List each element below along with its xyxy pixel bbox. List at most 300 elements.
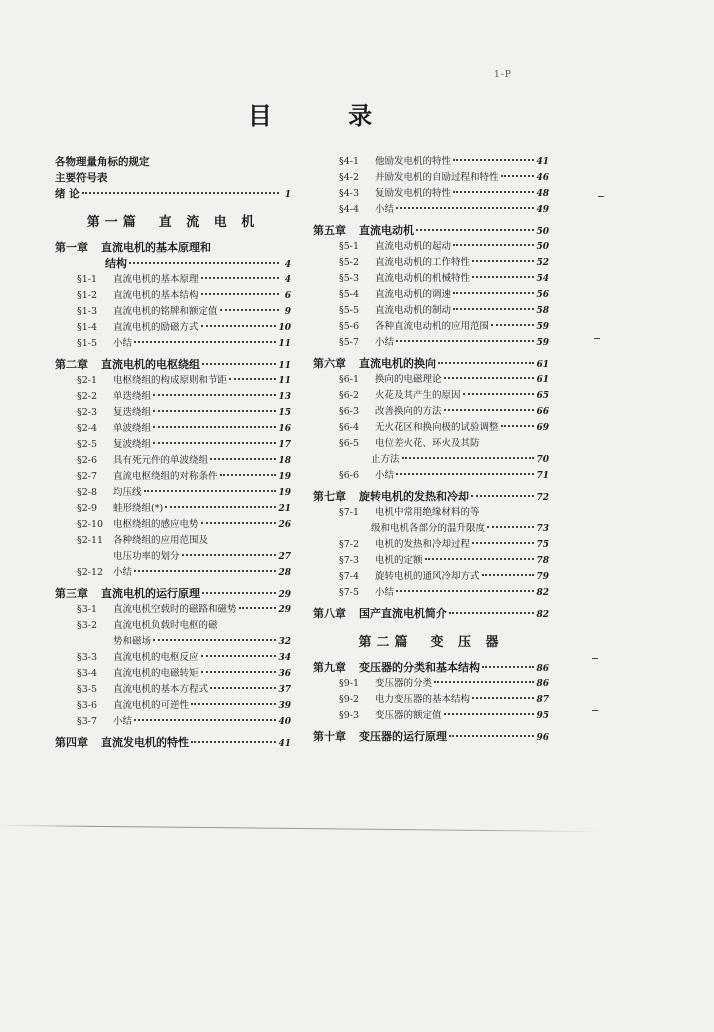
- toc-section-row: [55, 389, 291, 405]
- section-number: §3-1: [77, 604, 98, 615]
- entry-title: 小结: [375, 587, 395, 598]
- page-number: 75: [536, 540, 549, 550]
- entry-title: 直流电动机的工作特性: [375, 257, 471, 268]
- leader-dots: [482, 574, 535, 576]
- page-number: 28: [278, 568, 291, 578]
- leader-dots: [191, 741, 276, 743]
- entry-title: 直流电机的铭牌和额定值: [113, 306, 218, 317]
- toc-section-row: [55, 698, 291, 714]
- page-number: 37: [278, 685, 291, 695]
- toc-section-row: [313, 319, 549, 335]
- toc-section-row: [313, 569, 549, 585]
- page-number: 59: [536, 338, 549, 348]
- page-number: 27: [278, 552, 291, 562]
- section-number: §6-5: [339, 438, 360, 449]
- page-number: 19: [278, 488, 291, 498]
- toc-section-row: [55, 405, 291, 421]
- entry-title: 并励发电机的自励过程和特性: [375, 172, 499, 183]
- entry-title: 复励发电机的特性: [375, 188, 452, 199]
- leader-dots: [444, 409, 535, 411]
- page-number: 15: [278, 408, 291, 418]
- leader-dots: [396, 340, 534, 342]
- page-number: 41: [536, 157, 549, 167]
- chapter-number: 第十章: [313, 730, 346, 743]
- section-number: §2-1: [77, 375, 98, 386]
- toc-section-row: [313, 154, 549, 170]
- page-number: 39: [278, 701, 291, 711]
- margin-mark: [592, 710, 598, 711]
- toc-section-row: [313, 271, 549, 287]
- page-number: 82: [536, 610, 549, 620]
- page-number: 87: [536, 695, 549, 705]
- toc-left-column: [55, 154, 291, 751]
- page-number: 6: [284, 291, 291, 301]
- entry-title: 国产直流电机简介: [359, 607, 447, 620]
- entry-title: 直流电机的励磁方式: [113, 322, 199, 333]
- toc-section-row: [313, 287, 549, 303]
- toc-section-row: [55, 304, 291, 320]
- page-number: 70: [536, 455, 549, 465]
- margin-mark: [592, 658, 598, 659]
- section-number: §2-6: [77, 455, 98, 466]
- leader-dots: [134, 341, 276, 343]
- page-number: 10: [278, 323, 291, 333]
- entry-title: 复迭绕组: [113, 407, 152, 418]
- leader-dots: [453, 308, 534, 310]
- leader-dots: [182, 554, 277, 556]
- section-number: §4-1: [339, 156, 360, 167]
- entry-title: 换向的电磁理论: [375, 374, 442, 385]
- leader-dots: [501, 425, 535, 427]
- leader-dots: [191, 703, 276, 705]
- page-number: 66: [536, 407, 549, 417]
- leader-dots: [444, 713, 535, 715]
- section-number: §1-4: [77, 322, 98, 333]
- section-number: §5-6: [339, 321, 360, 332]
- page-number: 50: [536, 242, 549, 252]
- leader-dots: [229, 378, 276, 380]
- leader-dots: [416, 229, 534, 231]
- toc-chapter-row: [55, 357, 291, 373]
- entry-title: 直流电机的换向: [359, 357, 436, 370]
- toc-right-column: [313, 154, 549, 745]
- toc-section-row: [313, 708, 549, 724]
- page-number: 50: [536, 227, 549, 237]
- leader-dots: [449, 612, 534, 614]
- entry-title: 旋转电机的发热和冷却: [359, 490, 469, 503]
- section-number: §6-1: [339, 374, 360, 385]
- section-number: §2-5: [77, 439, 98, 450]
- entry-title: 小结: [375, 337, 395, 348]
- entry-title-continued: 势和磁场: [113, 636, 152, 647]
- entry-title: 直流电机的基本原理: [113, 274, 199, 285]
- entry-title: 无火花区和换向极的试验调整: [375, 422, 499, 433]
- section-number: §5-3: [339, 273, 360, 284]
- entry-title: 单波绕组: [113, 423, 152, 434]
- toc-section-row: [55, 501, 291, 517]
- page-mark: 1-P: [494, 70, 512, 80]
- section-number: §3-7: [77, 716, 98, 727]
- toc-front-row: [55, 186, 291, 202]
- section-number: §2-3: [77, 407, 98, 418]
- section-number: §3-4: [77, 668, 98, 679]
- entry-title: 电枢绕组的构成原则和节距: [113, 375, 228, 386]
- page-number: 52: [536, 258, 549, 268]
- toc-section-row: [313, 388, 549, 404]
- toc-continuation-row: [55, 256, 291, 272]
- leader-dots: [201, 522, 277, 524]
- leader-dots: [153, 426, 276, 428]
- toc-section-row: [313, 303, 549, 319]
- toc-section-row: [313, 537, 549, 553]
- toc-section-row: [313, 335, 549, 351]
- entry-title: 直流电动机的制动: [375, 305, 452, 316]
- section-number: §3-6: [77, 700, 98, 711]
- entry-title: 直流电机的基本结构: [113, 290, 199, 301]
- toc-section-row: [55, 320, 291, 336]
- entry-title: 直流电动机: [359, 224, 414, 237]
- section-number: §2-4: [77, 423, 98, 434]
- leader-dots: [153, 442, 276, 444]
- entry-title: 绪 论: [55, 188, 80, 200]
- entry-title: 他励发电机的特性: [375, 156, 452, 167]
- section-number: §3-5: [77, 684, 98, 695]
- chapter-number: 第六章: [313, 357, 346, 370]
- entry-title: 具有死元件的单波绕组: [113, 455, 209, 466]
- page-number: 40: [278, 717, 291, 727]
- leader-dots: [472, 260, 534, 262]
- page-number: 58: [536, 306, 549, 316]
- toc-section-row: [313, 676, 549, 692]
- page-number: 96: [536, 733, 549, 743]
- toc-chapter-row: [55, 240, 291, 256]
- page-number: 1: [284, 190, 291, 200]
- toc-chapter-row: [313, 729, 549, 745]
- toc-section-row: [55, 517, 291, 533]
- entry-title: 变压器的分类和基本结构: [359, 661, 480, 674]
- entry-title: 各种直流电动机的应用范围: [375, 321, 490, 332]
- leader-dots: [501, 175, 535, 177]
- toc-chapter-row: [313, 489, 549, 505]
- page-number: 11: [278, 376, 291, 386]
- page-number: 46: [536, 173, 549, 183]
- toc-front-row: [55, 170, 291, 186]
- page-number: 34: [278, 653, 291, 663]
- toc-section-row: [313, 239, 549, 255]
- toc-section-row: [313, 585, 549, 601]
- entry-title-continued: 级和电机各部分的温升限度: [371, 523, 486, 534]
- page-number: 26: [278, 520, 291, 530]
- toc-section-row: [55, 469, 291, 485]
- section-number: §9-1: [339, 678, 360, 689]
- entry-title-continued: 止方法: [371, 454, 400, 465]
- leader-dots: [453, 292, 534, 294]
- page-number: 69: [536, 423, 549, 433]
- page-number: 4: [284, 275, 291, 285]
- page-title: 目 录: [247, 101, 407, 130]
- page-number: 17: [278, 440, 291, 450]
- page-number: 59: [536, 322, 549, 332]
- section-number: §6-4: [339, 422, 360, 433]
- section-number: §5-1: [339, 241, 360, 252]
- entry-title: 电力变压器的基本结构: [375, 694, 471, 705]
- leader-dots: [201, 671, 277, 673]
- toc-chapter-row: [313, 660, 549, 676]
- toc-section-row: [55, 373, 291, 389]
- entry-title: 直流电机空载时的磁路和磁势: [113, 604, 237, 615]
- entry-title: 各物理量角标的规定: [55, 156, 150, 168]
- entry-title: 直流电机的基本方程式: [113, 684, 209, 695]
- section-number: §4-2: [339, 172, 360, 183]
- toc-chapter-row: [313, 356, 549, 372]
- leader-dots: [472, 542, 534, 544]
- margin-mark: [594, 338, 600, 339]
- leader-dots: [220, 309, 279, 311]
- toc-section-row: [313, 255, 549, 271]
- leader-dots: [153, 410, 276, 412]
- leader-dots: [201, 277, 279, 279]
- toc-section-row: [55, 533, 291, 549]
- page-number: 41: [278, 739, 291, 749]
- leader-dots: [220, 474, 277, 476]
- page-number: 86: [536, 679, 549, 689]
- scan-artifact-line: [0, 825, 600, 832]
- toc-section-row: [55, 288, 291, 304]
- leader-dots: [396, 207, 534, 209]
- chapter-number: 第七章: [313, 490, 346, 503]
- toc-chapter-row: [313, 606, 549, 622]
- leader-dots: [201, 325, 277, 327]
- entry-title: 单迭绕组: [113, 391, 152, 402]
- entry-title: 直流电机的运行原理: [101, 587, 200, 600]
- leader-dots: [472, 697, 534, 699]
- page-number: 54: [536, 274, 549, 284]
- section-number: §7-4: [339, 571, 360, 582]
- toc-section-row: [55, 565, 291, 581]
- section-number: §4-4: [339, 204, 360, 215]
- toc-section-row: [313, 468, 549, 484]
- page-number: 49: [536, 205, 549, 215]
- leader-dots: [487, 526, 534, 528]
- leader-dots: [463, 393, 535, 395]
- leader-dots: [425, 558, 535, 560]
- entry-title: 复波绕组: [113, 439, 152, 450]
- section-number: §9-2: [339, 694, 360, 705]
- section-number: §6-6: [339, 470, 360, 481]
- section-number: §2-11: [77, 535, 104, 546]
- entry-title: 蛙形绕组(*): [113, 503, 164, 514]
- leader-dots: [239, 607, 277, 609]
- page-number: 78: [536, 556, 549, 566]
- page-number: 82: [536, 588, 549, 598]
- leader-dots: [444, 377, 535, 379]
- entry-title: 改善换向的方法: [375, 406, 442, 417]
- section-number: §2-9: [77, 503, 98, 514]
- leader-dots: [144, 490, 277, 492]
- entry-title-continued: 电压功率的划分: [113, 551, 180, 562]
- toc-section-row: [313, 170, 549, 186]
- leader-dots: [210, 687, 276, 689]
- page-number: 29: [278, 605, 291, 615]
- chapter-number: 第二章: [55, 358, 88, 371]
- entry-title: 小结: [375, 470, 395, 481]
- toc-section-row: [55, 421, 291, 437]
- toc-section-row: [55, 666, 291, 682]
- entry-title: 电机中常用绝缘材料的等: [375, 507, 480, 518]
- section-number: §1-3: [77, 306, 98, 317]
- section-number: §6-3: [339, 406, 360, 417]
- chapter-number: 第三章: [55, 587, 88, 600]
- entry-title: 均压线: [113, 487, 142, 498]
- entry-title: 直流电动机的调速: [375, 289, 452, 300]
- section-number: §3-3: [77, 652, 98, 663]
- entry-title: 电机的定额: [375, 555, 423, 566]
- entry-title: 直流发电机的特性: [101, 736, 189, 749]
- page-number: 16: [278, 424, 291, 434]
- page-number: 9: [284, 307, 291, 317]
- entry-title: 小结: [113, 716, 133, 727]
- toc-section-row: [55, 682, 291, 698]
- page-number: 4: [284, 260, 291, 270]
- entry-title: 变压器的分类: [375, 678, 433, 689]
- toc-section-row: [55, 336, 291, 352]
- section-number: §5-2: [339, 257, 360, 268]
- section-number: §6-2: [339, 390, 360, 401]
- toc-section-row: [313, 505, 549, 521]
- entry-title: 直流电动机的起动: [375, 241, 452, 252]
- toc-front-row: [55, 154, 291, 170]
- toc-section-row: [313, 404, 549, 420]
- page-number: 86: [536, 664, 549, 674]
- entry-title: 变压器的额定值: [375, 710, 442, 721]
- toc-section-row: [55, 485, 291, 501]
- page-number: 73: [536, 524, 549, 534]
- section-number: §5-7: [339, 337, 360, 348]
- leader-dots: [202, 363, 276, 365]
- page-number: 18: [278, 456, 291, 466]
- page-number: 65: [536, 391, 549, 401]
- toc-section-row: [55, 453, 291, 469]
- section-number: §2-7: [77, 471, 98, 482]
- page-number: 29: [278, 590, 291, 600]
- entry-title: 直流电机的电枢绕组: [101, 358, 200, 371]
- chapter-number: 第八章: [313, 607, 346, 620]
- leader-dots: [396, 590, 534, 592]
- entry-title: 旋转电机的通风冷却方式: [375, 571, 480, 582]
- page-number: 61: [536, 360, 549, 370]
- section-number: §9-3: [339, 710, 360, 721]
- toc-section-row: [55, 272, 291, 288]
- toc-section-row: [313, 186, 549, 202]
- page-number: 72: [536, 493, 549, 503]
- toc-section-row: [55, 618, 291, 634]
- toc-chapter-row: [55, 586, 291, 602]
- section-number: §4-3: [339, 188, 360, 199]
- toc-section-row: [55, 602, 291, 618]
- leader-dots: [482, 666, 534, 668]
- leader-dots: [434, 681, 534, 683]
- chapter-number: 第五章: [313, 224, 346, 237]
- leader-dots: [472, 276, 534, 278]
- page-number: 36: [278, 669, 291, 679]
- page-number: 61: [536, 375, 549, 385]
- leader-dots: [153, 394, 276, 396]
- chapter-number: 第一章: [55, 241, 88, 254]
- page-number: 19: [278, 472, 291, 482]
- page-number: 11: [278, 339, 291, 349]
- entry-title: 直流电机的电磁转矩: [113, 668, 199, 679]
- toc-section-row: [313, 436, 549, 452]
- page-number: 13: [278, 392, 291, 402]
- page-number: 32: [278, 637, 291, 647]
- entry-title: 小结: [113, 338, 133, 349]
- part-heading: 第一篇 直 流 电 机: [86, 215, 260, 230]
- leader-dots: [453, 191, 534, 193]
- page-number: 79: [536, 572, 549, 582]
- toc-section-row: [55, 650, 291, 666]
- page-number: 56: [536, 290, 549, 300]
- entry-title: 小结: [113, 567, 133, 578]
- page-number: 11: [278, 361, 291, 371]
- toc-section-row: [313, 553, 549, 569]
- section-number: §2-8: [77, 487, 98, 498]
- section-number: §1-1: [77, 274, 98, 285]
- leader-dots: [402, 457, 535, 459]
- entry-title: 小结: [375, 204, 395, 215]
- leader-dots: [453, 159, 534, 161]
- section-number: §2-12: [77, 567, 104, 578]
- toc-chapter-row: [55, 735, 291, 751]
- page-number: 71: [536, 471, 549, 481]
- entry-title: 变压器的运行原理: [359, 730, 447, 743]
- toc-chapter-row: [313, 223, 549, 239]
- leader-dots: [438, 362, 534, 364]
- entry-title: 主要符号表: [55, 172, 108, 184]
- leader-dots: [201, 655, 277, 657]
- toc-continuation-row: [55, 634, 291, 650]
- leader-dots: [201, 293, 279, 295]
- section-number: §3-2: [77, 620, 98, 631]
- section-number: §7-3: [339, 555, 360, 566]
- chapter-number: 第四章: [55, 736, 88, 749]
- leader-dots: [82, 192, 279, 194]
- page-number: 95: [536, 711, 549, 721]
- section-number: §7-2: [339, 539, 360, 550]
- entry-title-continued: 结构: [105, 257, 127, 270]
- toc-section-row: [313, 692, 549, 708]
- part-heading: 第二篇 变 压 器: [358, 635, 504, 650]
- entry-title: 电机的发热和冷却过程: [375, 539, 471, 550]
- entry-title: 各种绕组的应用范围及: [113, 535, 209, 546]
- leader-dots: [210, 458, 276, 460]
- entry-title: 直流电机的电枢反应: [113, 652, 199, 663]
- section-number: §2-10: [77, 519, 104, 530]
- leader-dots: [153, 639, 276, 641]
- section-number: §1-2: [77, 290, 98, 301]
- leader-dots: [449, 735, 534, 737]
- entry-title: 电枢绕组的感应电势: [113, 519, 199, 530]
- chapter-number: 第九章: [313, 661, 346, 674]
- page-number: 21: [278, 504, 291, 514]
- entry-title: 直流电机的可逆性: [113, 700, 190, 711]
- leader-dots: [165, 506, 276, 508]
- leader-dots: [491, 324, 534, 326]
- section-number: §7-1: [339, 507, 360, 518]
- entry-title: 直流电机负载时电枢的磁: [113, 620, 218, 631]
- toc-section-row: [313, 420, 549, 436]
- leader-dots: [134, 570, 276, 572]
- section-number: §7-5: [339, 587, 360, 598]
